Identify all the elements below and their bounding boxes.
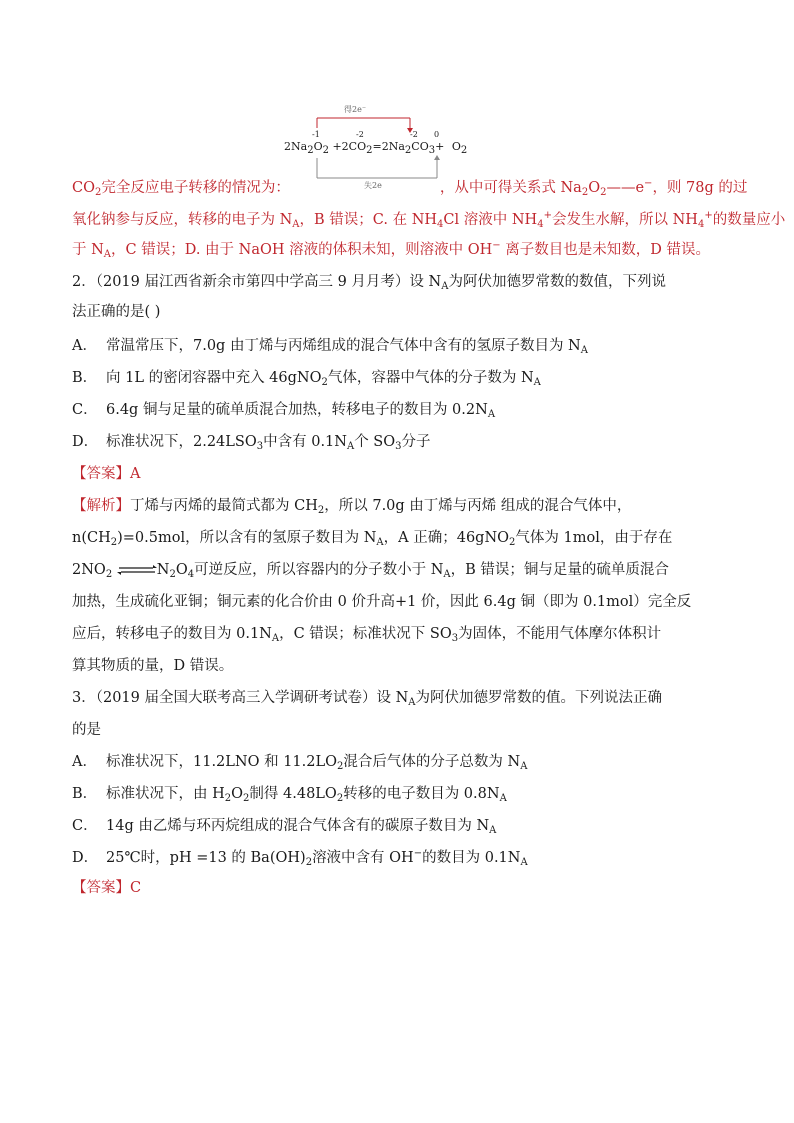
lose-electrons-label: 失2e [364, 181, 382, 190]
text: 气体为 1mol，由于存在 [515, 530, 673, 546]
text: ，C 错误；标准状况下 SO [279, 626, 452, 642]
sub: 2 [243, 793, 250, 804]
q3-option-c [72, 816, 496, 836]
text: 3．（2019 届全国大联考高三入学调研考试卷）设 N [72, 690, 409, 706]
sub: A [443, 569, 451, 580]
eq-part: CO [411, 140, 429, 153]
explain-line-2 [72, 210, 785, 230]
sub: 2 [94, 187, 102, 198]
sub: 2 [337, 761, 344, 772]
q2-stem-line-2 [72, 302, 160, 322]
sub: 2 [509, 537, 516, 548]
text: 2．（2019 届江西省新余市第四中学高三 9 月月考）设 N [72, 274, 442, 290]
sub: 2 [169, 569, 176, 580]
text: 完全反应电子转移的情况为： [101, 180, 290, 196]
eq-part: +2CO [332, 140, 367, 153]
text: 标准状况下，11.2LNO 和 11.2LO [106, 754, 338, 770]
eq-part: O [451, 140, 461, 153]
sub: 4 [537, 219, 544, 230]
text: 2NO [72, 562, 106, 578]
q2-answer: 【答案】A [72, 466, 141, 482]
reaction-equation [284, 140, 468, 156]
option-label: A． [72, 754, 97, 770]
text: 加热，生成硫化亚铜；铜元素的化合价由 0 价升高+1 价，因此 6.4g 铜（即为 0.1mol）完全反 [72, 594, 692, 610]
text: N [156, 562, 170, 578]
sub: 2 [110, 537, 118, 548]
option-label: A． [72, 338, 97, 354]
text: )=0.5mol，所以含有的氢原子数目为 N [117, 530, 377, 546]
q3-stem-line-1 [72, 688, 662, 708]
text: 氧化钠参与反应，转移的电子为 N [72, 212, 293, 228]
text: 会发生水解，所以 NH [551, 212, 698, 228]
text: 25℃时，pH =13 的 Ba(OH) [106, 850, 306, 866]
sub: A [520, 857, 528, 868]
text: ，B 错误；C. 在 NH [299, 212, 438, 228]
sub: A [441, 281, 449, 292]
sub: 2 [305, 857, 313, 868]
sub: 4 [187, 569, 195, 580]
sub: 2 [581, 187, 589, 198]
text: 算其物质的量，D 错误。 [72, 658, 234, 674]
sub: 3 [428, 145, 436, 156]
text: 的数量应小 [712, 212, 786, 228]
option-label: D． [72, 850, 99, 866]
sub: A [520, 761, 528, 772]
sup: + [704, 210, 713, 221]
eq-part: + [435, 140, 445, 153]
text: 个 SO [354, 434, 396, 450]
option-label: D． [72, 434, 99, 450]
sub: 2 [460, 145, 468, 156]
sup: + [543, 210, 552, 221]
q2-explain-line-2 [72, 528, 672, 548]
text: 转移的电子数目为 0.8N [343, 786, 500, 802]
eq-part: O [313, 140, 323, 153]
sub: 4 [437, 219, 444, 230]
q2-explain-line-6 [72, 656, 233, 676]
text: ，C 错误；D. 由于 NaOH 溶液的体积未知，则溶液中 OH [111, 242, 493, 258]
text: 向 1L 的密闭容器中充入 46gNO [106, 370, 322, 386]
sub: A [271, 633, 280, 644]
q2-explain-line-3 [72, 560, 669, 580]
sub: 2 [307, 145, 314, 156]
text: n(CH [72, 530, 111, 546]
q2-option-b [72, 368, 541, 388]
sub: 2 [322, 145, 329, 156]
sub: 3 [256, 441, 264, 452]
sub: 2 [404, 145, 412, 156]
text: O [231, 786, 244, 802]
explain-label: 【解析】 [72, 498, 130, 514]
q2-explain-line-4 [72, 592, 691, 612]
sub: A [103, 249, 112, 260]
sub: 2 [105, 569, 113, 580]
sub: 2 [317, 505, 325, 516]
sub: A [499, 793, 507, 804]
text: 为阿伏加德罗常数的值。下列说法正确 [415, 690, 663, 706]
sub: A [346, 441, 355, 452]
ox-state-3: -2 [410, 130, 418, 139]
text: 标准状况下，2.24LSO [106, 434, 257, 450]
q3-option-d [72, 848, 528, 868]
text: 为阿伏加德罗常数的数值，下列说 [448, 274, 666, 290]
option-label: B． [72, 370, 98, 386]
text: ，B 错误；铜与足量的硫单质混合 [450, 562, 669, 578]
sup: − [492, 240, 501, 251]
text: 为固体，不能用气体摩尔体积计 [458, 626, 662, 642]
q3-option-a [72, 752, 527, 772]
sup: − [413, 848, 423, 859]
text: 应后，转移电子的数目为 0.1N [72, 626, 272, 642]
q3-stem-line-2 [72, 720, 101, 740]
sub: 3 [451, 633, 459, 644]
text: 离子数目也是未知数，D 错误。 [500, 242, 711, 258]
sub: A [376, 537, 384, 548]
sub: 2 [224, 793, 232, 804]
q3-option-b [72, 784, 507, 804]
text: 制得 4.48LO [249, 786, 337, 802]
text: 常温常压下，7.0g 由丁烯与丙烯组成的混合气体中含有的氢原子数目为 N [106, 338, 581, 354]
eq-part: =2Na [372, 140, 405, 153]
electron-transfer-diagram [282, 100, 468, 190]
text: 混合后气体的分子总数为 N [343, 754, 521, 770]
sub: A [489, 825, 497, 836]
q2-stem-line-1 [72, 272, 666, 292]
text: Cl 溶液中 NH [443, 212, 538, 228]
text: 于 N [72, 242, 104, 258]
q2-option-a [72, 336, 588, 356]
text: O [175, 562, 188, 578]
text: CO [72, 180, 95, 196]
ox-state-1: -1 [312, 130, 320, 139]
q3-answer: 【答案】C [72, 880, 142, 896]
explain-line-3 [72, 240, 710, 260]
reversible-arrow-icon [117, 564, 157, 576]
text: 中含有 0.1N [263, 434, 347, 450]
eq-part: 2Na [284, 140, 308, 153]
q2-explain-line-5 [72, 624, 661, 644]
text: O [588, 180, 601, 196]
sub: 2 [321, 377, 328, 388]
sub: 4 [697, 219, 705, 230]
sub: 3 [395, 441, 402, 452]
q2-option-c [72, 400, 495, 420]
sub: 2 [600, 187, 607, 198]
text: ，从中可得关系式 Na [439, 180, 582, 196]
sub: A [487, 409, 496, 420]
ox-state-2: -2 [356, 130, 364, 139]
sub: 2 [366, 145, 373, 156]
explain-line-1 [72, 178, 747, 198]
q2-option-d [72, 432, 431, 452]
sub: 2 [336, 793, 344, 804]
ox-state-4: 0 [434, 130, 440, 139]
q2-explain-line-1 [72, 496, 631, 516]
option-label: C． [72, 818, 98, 834]
sub: A [292, 219, 300, 230]
text: 法正确的是( ) [72, 304, 161, 320]
text: ，A 正确；46gNO [383, 530, 510, 546]
option-label: B． [72, 786, 98, 802]
text: 的是 [72, 722, 101, 738]
text: 的数目为 0.1N [422, 850, 521, 866]
option-label: C． [72, 402, 98, 418]
text: ，则 78g 的过 [652, 180, 748, 196]
text: 溶液中含有 OH [312, 850, 414, 866]
text: 分子 [401, 434, 431, 450]
text: 标准状况下，由 H [106, 786, 225, 802]
text: 气体，容器中气体的分子数为 N [327, 370, 534, 386]
sub: A [408, 697, 416, 708]
sub: A [533, 377, 541, 388]
text: 14g 由乙烯与环丙烷组成的混合气体含有的碳原子数目为 N [106, 818, 490, 834]
text: ，所以 7.0g 由丁烯与丙烯 组成的混合气体中， [324, 498, 632, 514]
sub: A [580, 345, 588, 356]
text: ——e [606, 180, 645, 196]
text: 6.4g 铜与足量的硫单质混合加热，转移电子的数目为 0.2N [106, 402, 488, 418]
sup: − [644, 178, 653, 189]
gain-electrons-label: 得2e⁻ [344, 105, 367, 114]
text: 可逆反应，所以容器内的分子数小于 N [194, 562, 444, 578]
text: 丁烯与丙烯的最简式都为 CH [130, 498, 318, 514]
